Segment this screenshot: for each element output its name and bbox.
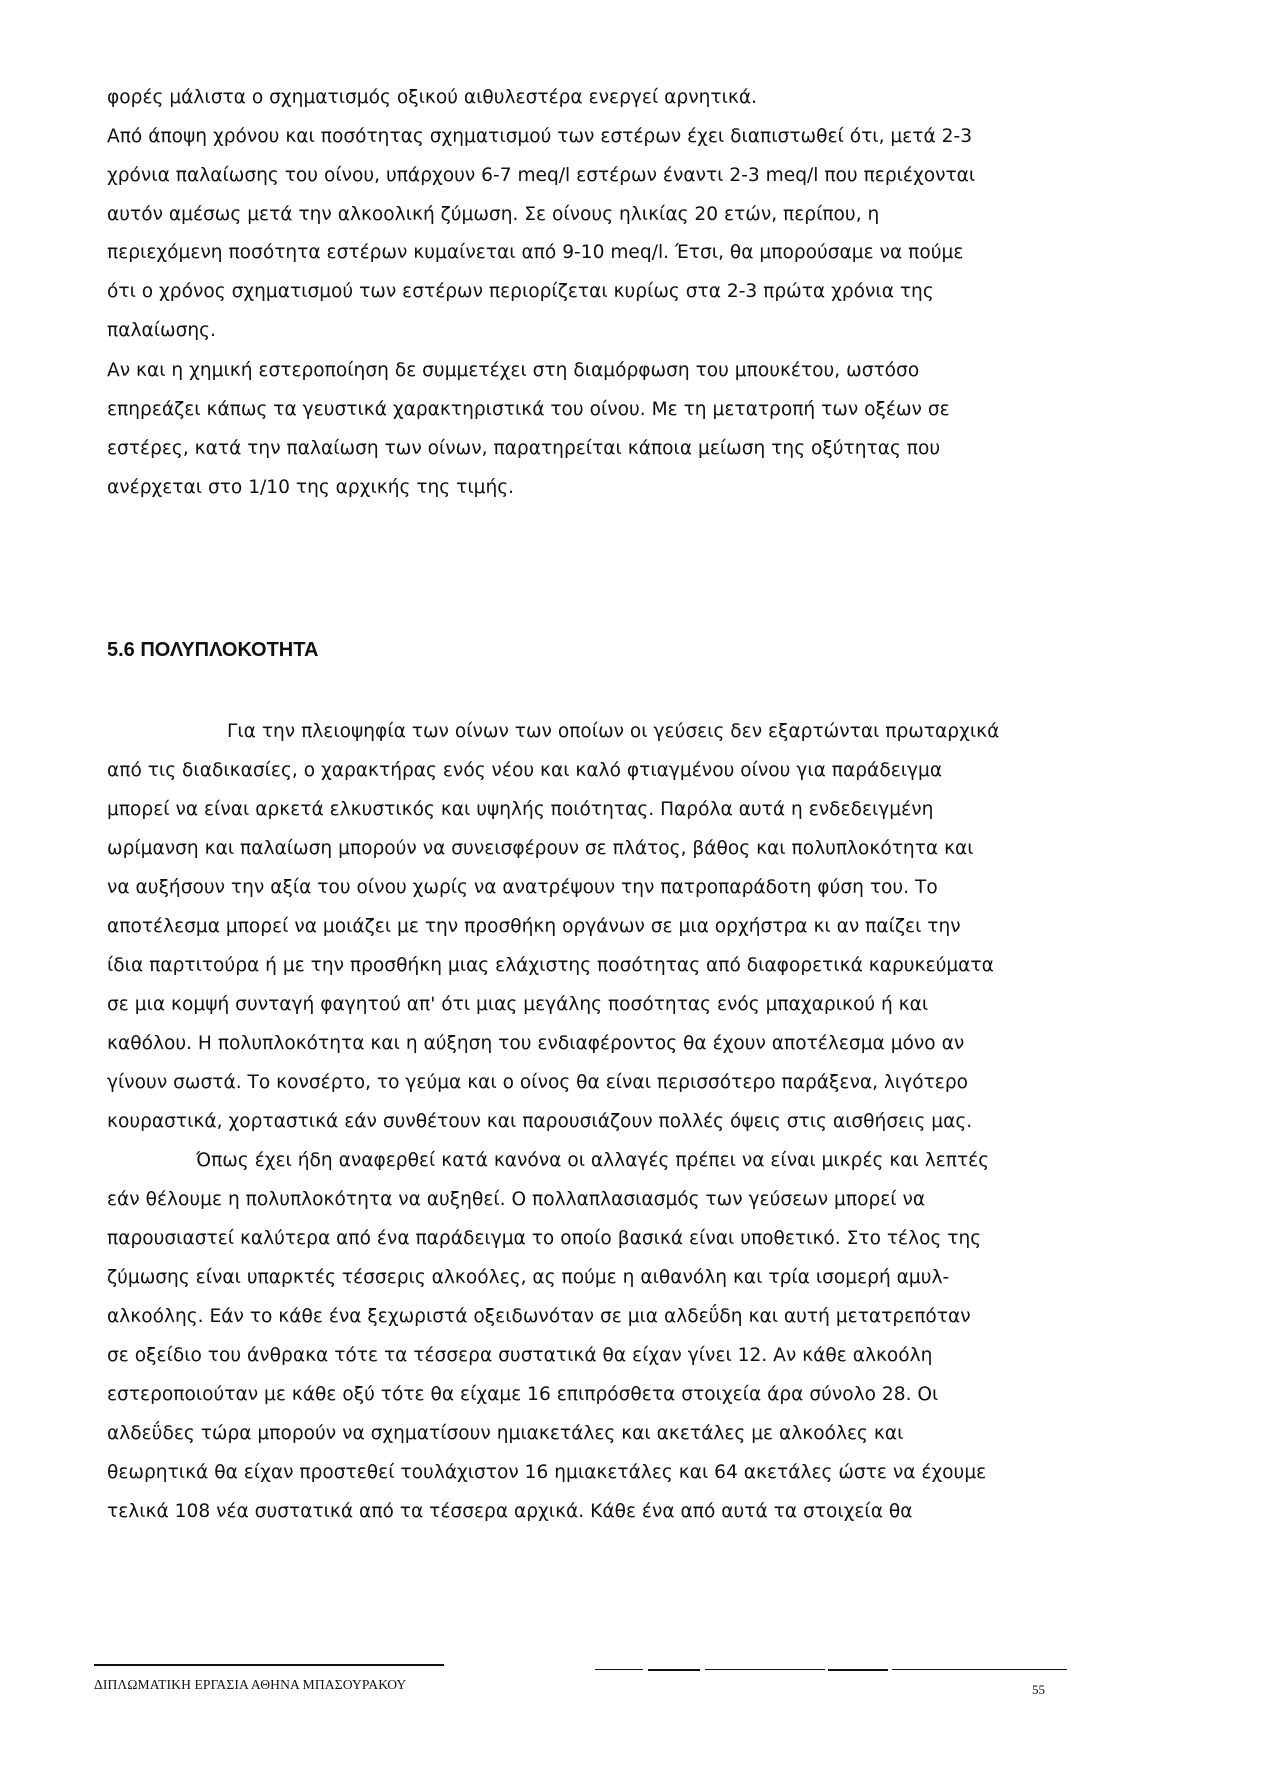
footer-rule-left [94, 1664, 444, 1666]
footer-rule-right-2 [648, 1669, 700, 1671]
page-number: 55 [1032, 1682, 1045, 1697]
text-line: ωρίμανση και παλαίωση μπορούν να συνεισφέρουν σε πλάτος, βάθος και πολυπλοκότητα και [107, 838, 974, 859]
footer-rule-right-5 [892, 1669, 1067, 1670]
section-heading: 5.6 ΠΟΛΥΠΛΟΚΟΤΗΤΑ [107, 639, 319, 661]
text-line: εστέρες, κατά την παλαίωση των οίνων, παρατηρείται κάποια μείωση της οξύτητας που [107, 438, 941, 459]
text-line: σε οξείδιο του άνθρακα τότε τα τέσσερα συστατικά θα είχαν γίνει 12. Αν κάθε αλκοόλη [107, 1345, 933, 1366]
text-line: από τις διαδικασίες, ο χαρακτήρας ενός νέου και καλό φτιαγμένου οίνου για παράδειγμα [107, 760, 943, 781]
text-line: φορές μάλιστα ο σχηματισμός οξικού αιθυλεστέρα ενεργεί αρνητικά. [107, 87, 757, 108]
text-line: εστεροποιούταν με κάθε οξύ τότε θα είχαμε 16 επιπρόσθετα στοιχεία άρα σύνολο 28. Οι [107, 1384, 939, 1405]
footer-rule-right-1 [595, 1669, 643, 1670]
text-line: θεωρητικά θα είχαν προστεθεί τουλάχιστον 16 ημιακετάλες και 64 ακετάλες ώστε να έχουμε [107, 1462, 987, 1483]
text-line: παλαίωσης. [107, 320, 216, 341]
footer-rule-right-4 [828, 1669, 888, 1671]
text-line: αυτόν αμέσως μετά την αλκοολική ζύμωση. Σε οίνους ηλικίας 20 ετών, περίπου, η [107, 204, 880, 225]
text-line: χρόνια παλαίωσης του οίνου, υπάρχουν 6-7 meq/l εστέρων έναντι 2-3 meq/l που περιέχονται [107, 165, 976, 186]
text-line: να αυξήσουν την αξία του οίνου χωρίς να ανατρέψουν την πατροπαράδοτη φύση του. Το [107, 877, 938, 898]
text-line: ανέρχεται στο 1/10 της αρχικής της τιμής. [107, 477, 515, 498]
text-line: ίδια παρτιτούρα ή με την προσθήκη μιας ελάχιστης ποσότητας από διαφορετικά καρυκεύματα [107, 955, 994, 976]
text-line: καθόλου. Η πολυπλοκότητα και η αύξηση του ενδιαφέροντος θα έχουν αποτέλεσμα μόνο αν [107, 1033, 965, 1054]
text-line: αλκοόλης. Εάν το κάθε ένα ξεχωριστά οξειδωνόταν σε μια αλδεΰδη και αυτή μετατρεπόταν [107, 1306, 971, 1327]
text-line: παρουσιαστεί καλύτερα από ένα παράδειγμα το οποίο βασικά είναι υποθετικό. Στο τέλος της [107, 1228, 982, 1249]
text-line: επηρεάζει κάπως τα γευστικά χαρακτηριστικά του οίνου. Με τη μετατροπή των οξέων σε [107, 399, 950, 420]
text-line: ζύμωσης είναι υπαρκτές τέσσερις αλκοόλες, ας πούμε η αιθανόλη και τρία ισομερή αμυλ- [107, 1267, 950, 1288]
text-line: Όπως έχει ήδη αναφερθεί κατά κανόνα οι αλλαγές πρέπει να είναι μικρές και λεπτές [196, 1150, 990, 1171]
text-line: ότι ο χρόνος σχηματισμού των εστέρων περιορίζεται κυρίως στα 2-3 πρώτα χρόνια της [107, 281, 934, 302]
footer-title: ΔΙΠΛΩΜΑΤΙΚΗ ΕΡΓΑΣΙΑ ΑΘΗΝΑ ΜΠΑΣΟΥΡΑΚΟΥ [94, 1677, 407, 1692]
text-line: Αν και η χημική εστεροποίηση δε συμμετέχει στη διαμόρφωση του μπουκέτου, ωστόσο [107, 360, 920, 381]
text-line: τελικά 108 νέα συστατικά από τα τέσσερα αρχικά. Κάθε ένα από αυτά τα στοιχεία θα [107, 1501, 913, 1522]
text-line: κουραστικά, χορταστικά εάν συνθέτουν και παρουσιάζουν πολλές όψεις στις αισθήσεις μας. [107, 1111, 973, 1132]
text-line: σε μια κομψή συνταγή φαγητού απ' ότι μιας μεγάλης ποσότητας ενός μπαχαρικού ή και [107, 994, 929, 1015]
text-line: Από άποψη χρόνου και ποσότητας σχηματισμού των εστέρων έχει διαπιστωθεί ότι, μετά 2-3 [107, 126, 973, 147]
text-line: αποτέλεσμα μπορεί να μοιάζει με την προσθήκη οργάνων σε μια ορχήστρα κι αν παίζει την [107, 916, 961, 937]
text-line: Για την πλειοψηφία των οίνων των οποίων οι γεύσεις δεν εξαρτώνται πρωταρχικά [227, 721, 1000, 742]
text-line: γίνουν σωστά. Το κονσέρτο, το γεύμα και ο οίνος θα είναι περισσότερο παράξενα, λιγότερο [107, 1072, 969, 1093]
footer-rule-right-3 [705, 1669, 825, 1670]
text-line: περιεχόμενη ποσότητα εστέρων κυμαίνεται από 9-10 meq/l. Έτσι, θα μπορούσαμε να πούμε [107, 242, 964, 263]
text-line: εάν θέλουμε η πολυπλοκότητα να αυξηθεί. Ο πολλαπλασιασμός των γεύσεων μπορεί να [107, 1189, 926, 1210]
text-line: αλδεΰδες τώρα μπορούν να σχηματίσουν ημιακετάλες και ακετάλες με αλκοόλες και [107, 1423, 904, 1444]
text-line: μπορεί να είναι αρκετά ελκυστικός και υψηλής ποιότητας. Παρόλα αυτά η ενδεδειγμένη [107, 799, 934, 820]
